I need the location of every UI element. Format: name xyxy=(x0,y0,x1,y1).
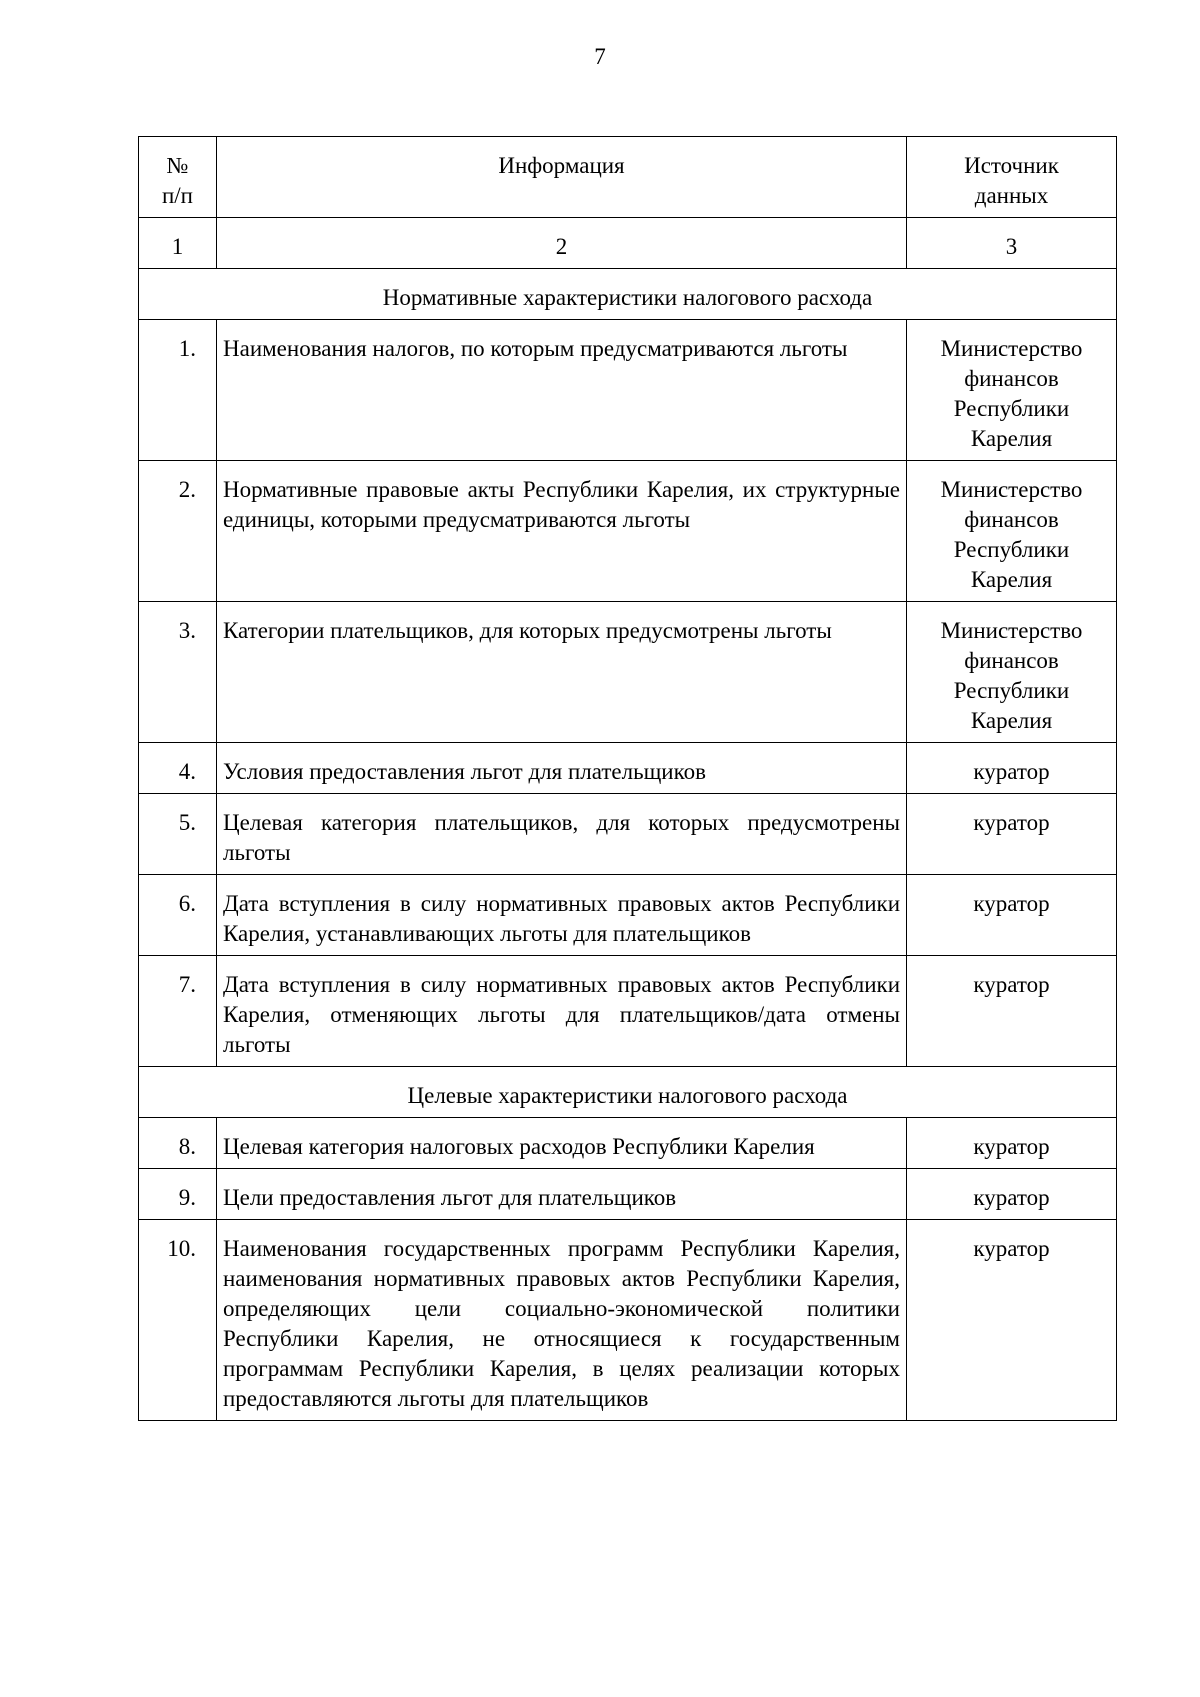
row-data-source xyxy=(907,1118,1117,1169)
row-information: Наименования налогов, по которым предусматриваются льготы xyxy=(217,320,907,461)
table-row xyxy=(139,1220,1117,1421)
header-info-cell: Информация xyxy=(217,137,907,218)
row-data-source xyxy=(907,875,1117,956)
table-row xyxy=(139,1118,1117,1169)
data-source-line: финансов xyxy=(964,507,1059,532)
row-information: Наименования государственных программ Республики Карелия, наименования нормативных правовых актов Республики Карелия, определяющих цели социально-экономической политики Республики Карелия, не относящиеся к государственным программам Республики Карелия, в целях реализации которых предоставляются льготы для плательщиков xyxy=(217,1220,907,1421)
section-title: Нормативные характеристики налогового расхода xyxy=(139,269,1117,320)
data-source-line: Карелия xyxy=(970,567,1053,592)
data-source-line: куратор xyxy=(973,810,1050,835)
header-source-cell xyxy=(907,137,1117,218)
data-source-line: Министерство xyxy=(940,477,1083,502)
row-data-source xyxy=(907,320,1117,461)
table-row xyxy=(139,320,1117,461)
data-source-line: Министерство xyxy=(940,618,1083,643)
header-number-line2: п/п xyxy=(161,183,193,208)
tax-expenditure-table xyxy=(138,136,1117,1421)
data-source-line: куратор xyxy=(973,1236,1050,1261)
row-information: Категории плательщиков, для которых предусмотрены льготы xyxy=(217,602,907,743)
data-source-line: Министерство xyxy=(940,336,1083,361)
row-number: 9. xyxy=(139,1169,217,1220)
row-information: Дата вступления в силу нормативных правовых актов Республики Карелия, устанавливающих льготы для плательщиков xyxy=(217,875,907,956)
row-number: 4. xyxy=(139,743,217,794)
row-information: Целевая категория плательщиков, для которых предусмотрены льготы xyxy=(217,794,907,875)
data-source-line: куратор xyxy=(973,1134,1050,1159)
data-source-line: Республики xyxy=(953,678,1070,703)
data-source-line: Республики xyxy=(953,537,1070,562)
row-data-source xyxy=(907,794,1117,875)
column-index-1: 1 xyxy=(139,218,217,269)
table-row xyxy=(139,461,1117,602)
data-source-line: куратор xyxy=(973,1185,1050,1210)
row-number: 6. xyxy=(139,875,217,956)
row-data-source xyxy=(907,602,1117,743)
row-number: 10. xyxy=(139,1220,217,1421)
row-data-source xyxy=(907,956,1117,1067)
row-information: Нормативные правовые акты Республики Карелия, их структурные единицы, которыми предусматриваются льготы xyxy=(217,461,907,602)
data-source-line: Карелия xyxy=(970,426,1053,451)
row-information: Условия предоставления льгот для плательщиков xyxy=(217,743,907,794)
header-row xyxy=(139,137,1117,218)
data-source-line: куратор xyxy=(973,972,1050,997)
data-source-line: куратор xyxy=(973,759,1050,784)
row-data-source xyxy=(907,1169,1117,1220)
column-index-2: 2 xyxy=(217,218,907,269)
header-number-line1: № xyxy=(166,153,189,178)
data-source-line: Республики xyxy=(953,396,1070,421)
row-number: 8. xyxy=(139,1118,217,1169)
row-number: 7. xyxy=(139,956,217,1067)
row-number: 2. xyxy=(139,461,217,602)
row-number: 5. xyxy=(139,794,217,875)
table-row xyxy=(139,875,1117,956)
table-row xyxy=(139,743,1117,794)
table-row xyxy=(139,1169,1117,1220)
header-source-line2: данных xyxy=(974,183,1049,208)
row-data-source xyxy=(907,1220,1117,1421)
row-data-source xyxy=(907,743,1117,794)
section-row xyxy=(139,1067,1117,1118)
table-body xyxy=(139,137,1117,1421)
section-row xyxy=(139,269,1117,320)
section-title: Целевые характеристики налогового расхода xyxy=(139,1067,1117,1118)
table-row xyxy=(139,602,1117,743)
table-row xyxy=(139,956,1117,1067)
column-index-3: 3 xyxy=(907,218,1117,269)
row-information: Цели предоставления льгот для плательщиков xyxy=(217,1169,907,1220)
data-source-line: финансов xyxy=(964,366,1059,391)
data-source-line: Карелия xyxy=(970,708,1053,733)
row-number: 3. xyxy=(139,602,217,743)
column-index-row xyxy=(139,218,1117,269)
header-number-cell xyxy=(139,137,217,218)
data-source-line: финансов xyxy=(964,648,1059,673)
row-information: Дата вступления в силу нормативных правовых актов Республики Карелия, отменяющих льготы для плательщиков/дата отмены льготы xyxy=(217,956,907,1067)
page-number: 7 xyxy=(594,44,606,69)
data-source-line: куратор xyxy=(973,891,1050,916)
row-data-source xyxy=(907,461,1117,602)
row-information: Целевая категория налоговых расходов Республики Карелия xyxy=(217,1118,907,1169)
header-source-line1: Источник xyxy=(964,153,1059,178)
table-row xyxy=(139,794,1117,875)
row-number: 1. xyxy=(139,320,217,461)
